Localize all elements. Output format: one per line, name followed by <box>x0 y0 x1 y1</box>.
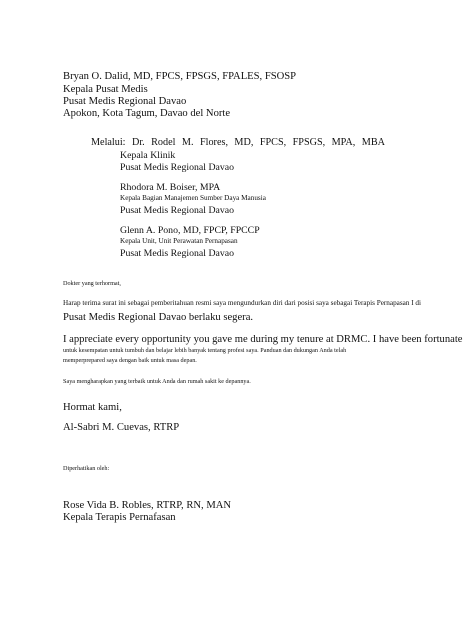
via-name-part: MPA, <box>331 137 356 148</box>
via-contact-title: Kepala Klinik <box>120 150 176 161</box>
via-line <box>91 138 385 148</box>
via-name-part: M. <box>181 137 194 148</box>
paragraph-line: Saya mengharapkan yang terbaik untuk Anda dan rumah sakit ke depannya. <box>63 378 251 385</box>
recipient-title: Kepala Pusat Medis <box>63 84 148 95</box>
sign-off: Hormat kami, <box>63 402 122 413</box>
recipient-org: Pusat Medis Regional Davao <box>63 96 187 107</box>
via-name-part: FPCS, <box>259 137 287 148</box>
via-name-part: Flores, <box>199 137 228 148</box>
paragraph-line: memperprepared saya dengan baik untuk masa depan. <box>63 357 197 364</box>
via-contact-org: Pusat Medis Regional Davao <box>120 205 235 216</box>
paragraph-line: untuk kesempatan untuk tumbuh dan belajar lebih banyak tentang profesi saya. Panduan dan dukungan Anda telah <box>63 347 347 354</box>
signatory-name: Al-Sabri M. Cuevas, RTRP <box>63 422 180 433</box>
via-contact-name: Rhodora M. Boiser, MPA <box>120 182 221 193</box>
recipient-name: Bryan O. Dalid, MD, FPCS, FPSGS, FPALES, FSOSP <box>63 71 297 82</box>
via-contact-org: Pusat Medis Regional Davao <box>120 162 235 173</box>
via-name-part: MD, <box>234 137 254 148</box>
noted-by-label: Diperhatikan oleh: <box>63 465 110 472</box>
recipient-address: Apokon, Kota Tagum, Davao del Norte <box>63 108 231 119</box>
via-name-part: MBA <box>361 137 385 148</box>
via-label: Melalui: <box>91 137 126 148</box>
paragraph-line: Pusat Medis Regional Davao berlaku segera. <box>63 312 254 323</box>
noted-by-title: Kepala Terapis Pernafasan <box>63 512 176 523</box>
via-name-part: Dr. <box>131 137 145 148</box>
via-contact-org: Pusat Medis Regional Davao <box>120 248 235 259</box>
salutation: Dokter yang terhormat, <box>63 280 121 287</box>
via-name-part: FPSGS, <box>292 137 326 148</box>
paragraph-line: Harap terima surat ini sebagai pemberitahuan resmi saya mengundurkan diri dari posisi saya sebagai Terapis Pernapasan I di <box>63 299 422 307</box>
noted-by-name: Rose Vida B. Robles, RTRP, RN, MAN <box>63 500 232 511</box>
via-contact-name: Glenn A. Pono, MD, FPCP, FPCCP <box>120 225 260 236</box>
via-name-part: Rodel <box>151 137 176 148</box>
paragraph-line: I appreciate every opportunity you gave me during my tenure at DRMC. I have been fortunate <box>63 334 463 345</box>
via-contact-title: Kepala Unit, Unit Perawatan Pernapasan <box>120 237 238 245</box>
via-contact-title: Kepala Bagian Manajemen Sumber Daya Manusia <box>120 194 266 202</box>
